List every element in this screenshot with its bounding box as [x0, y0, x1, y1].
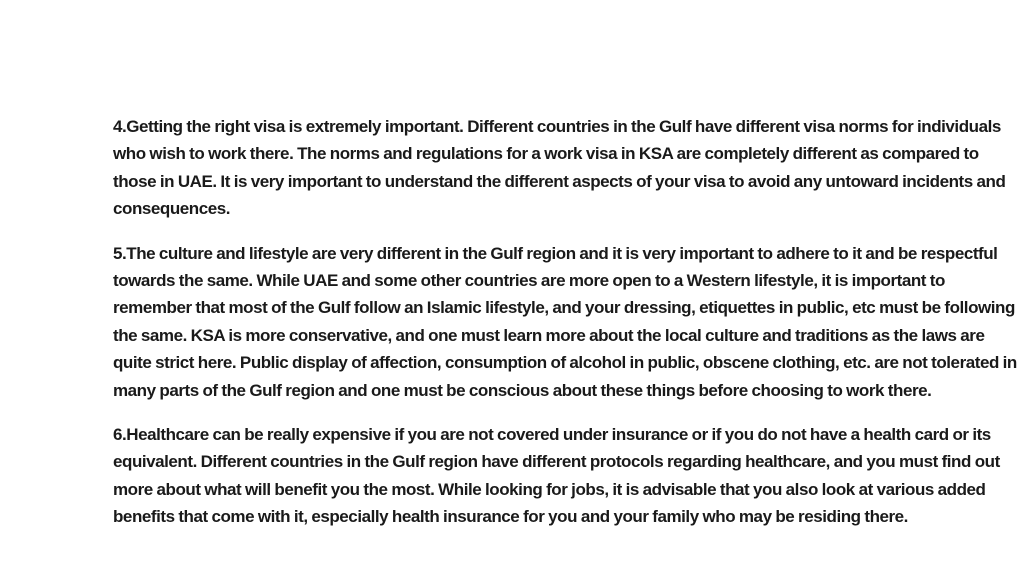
- paragraph-culture: 5.The culture and lifestyle are very different in the Gulf region and it is very important to adhere to it and be respectful towards the same. While UAE and some other countries are more open to a Western lifestyle, it is important to remember that most of the Gulf follow an Islamic lifestyle, and your dressing, etiquettes in public, etc must be following the same. KSA is more conservative, and one must learn more about the local culture and traditions as the laws are quite strict here. Public display of affection, consumption of alcohol in public, obscene clothing, etc. are not tolerated in many parts of the Gulf region and one must be conscious about these things before choosing to work there.: [113, 243, 1017, 400]
- document-body: [113, 113, 1018, 548]
- paragraph-healthcare: 6.Healthcare can be really expensive if you are not covered under insurance or if you do not have a health card or its equivalent. Different countries in the Gulf region have different protocols regarding healthcare, and you must find out more about what will benefit you the most. While looking for jobs, it is advisable that you also look at various added benefits that come with it, especially health insurance for you and your family who may be residing there.: [113, 425, 1000, 527]
- paragraph-visa: 4.Getting the right visa is extremely important. Different countries in the Gulf have different visa norms for individuals who wish to work there. The norms and regulations for a work visa in KSA are completely different as compared to those in UAE. It is very important to understand the different aspects of your visa to avoid any untoward incidents and consequences.: [113, 117, 1006, 219]
